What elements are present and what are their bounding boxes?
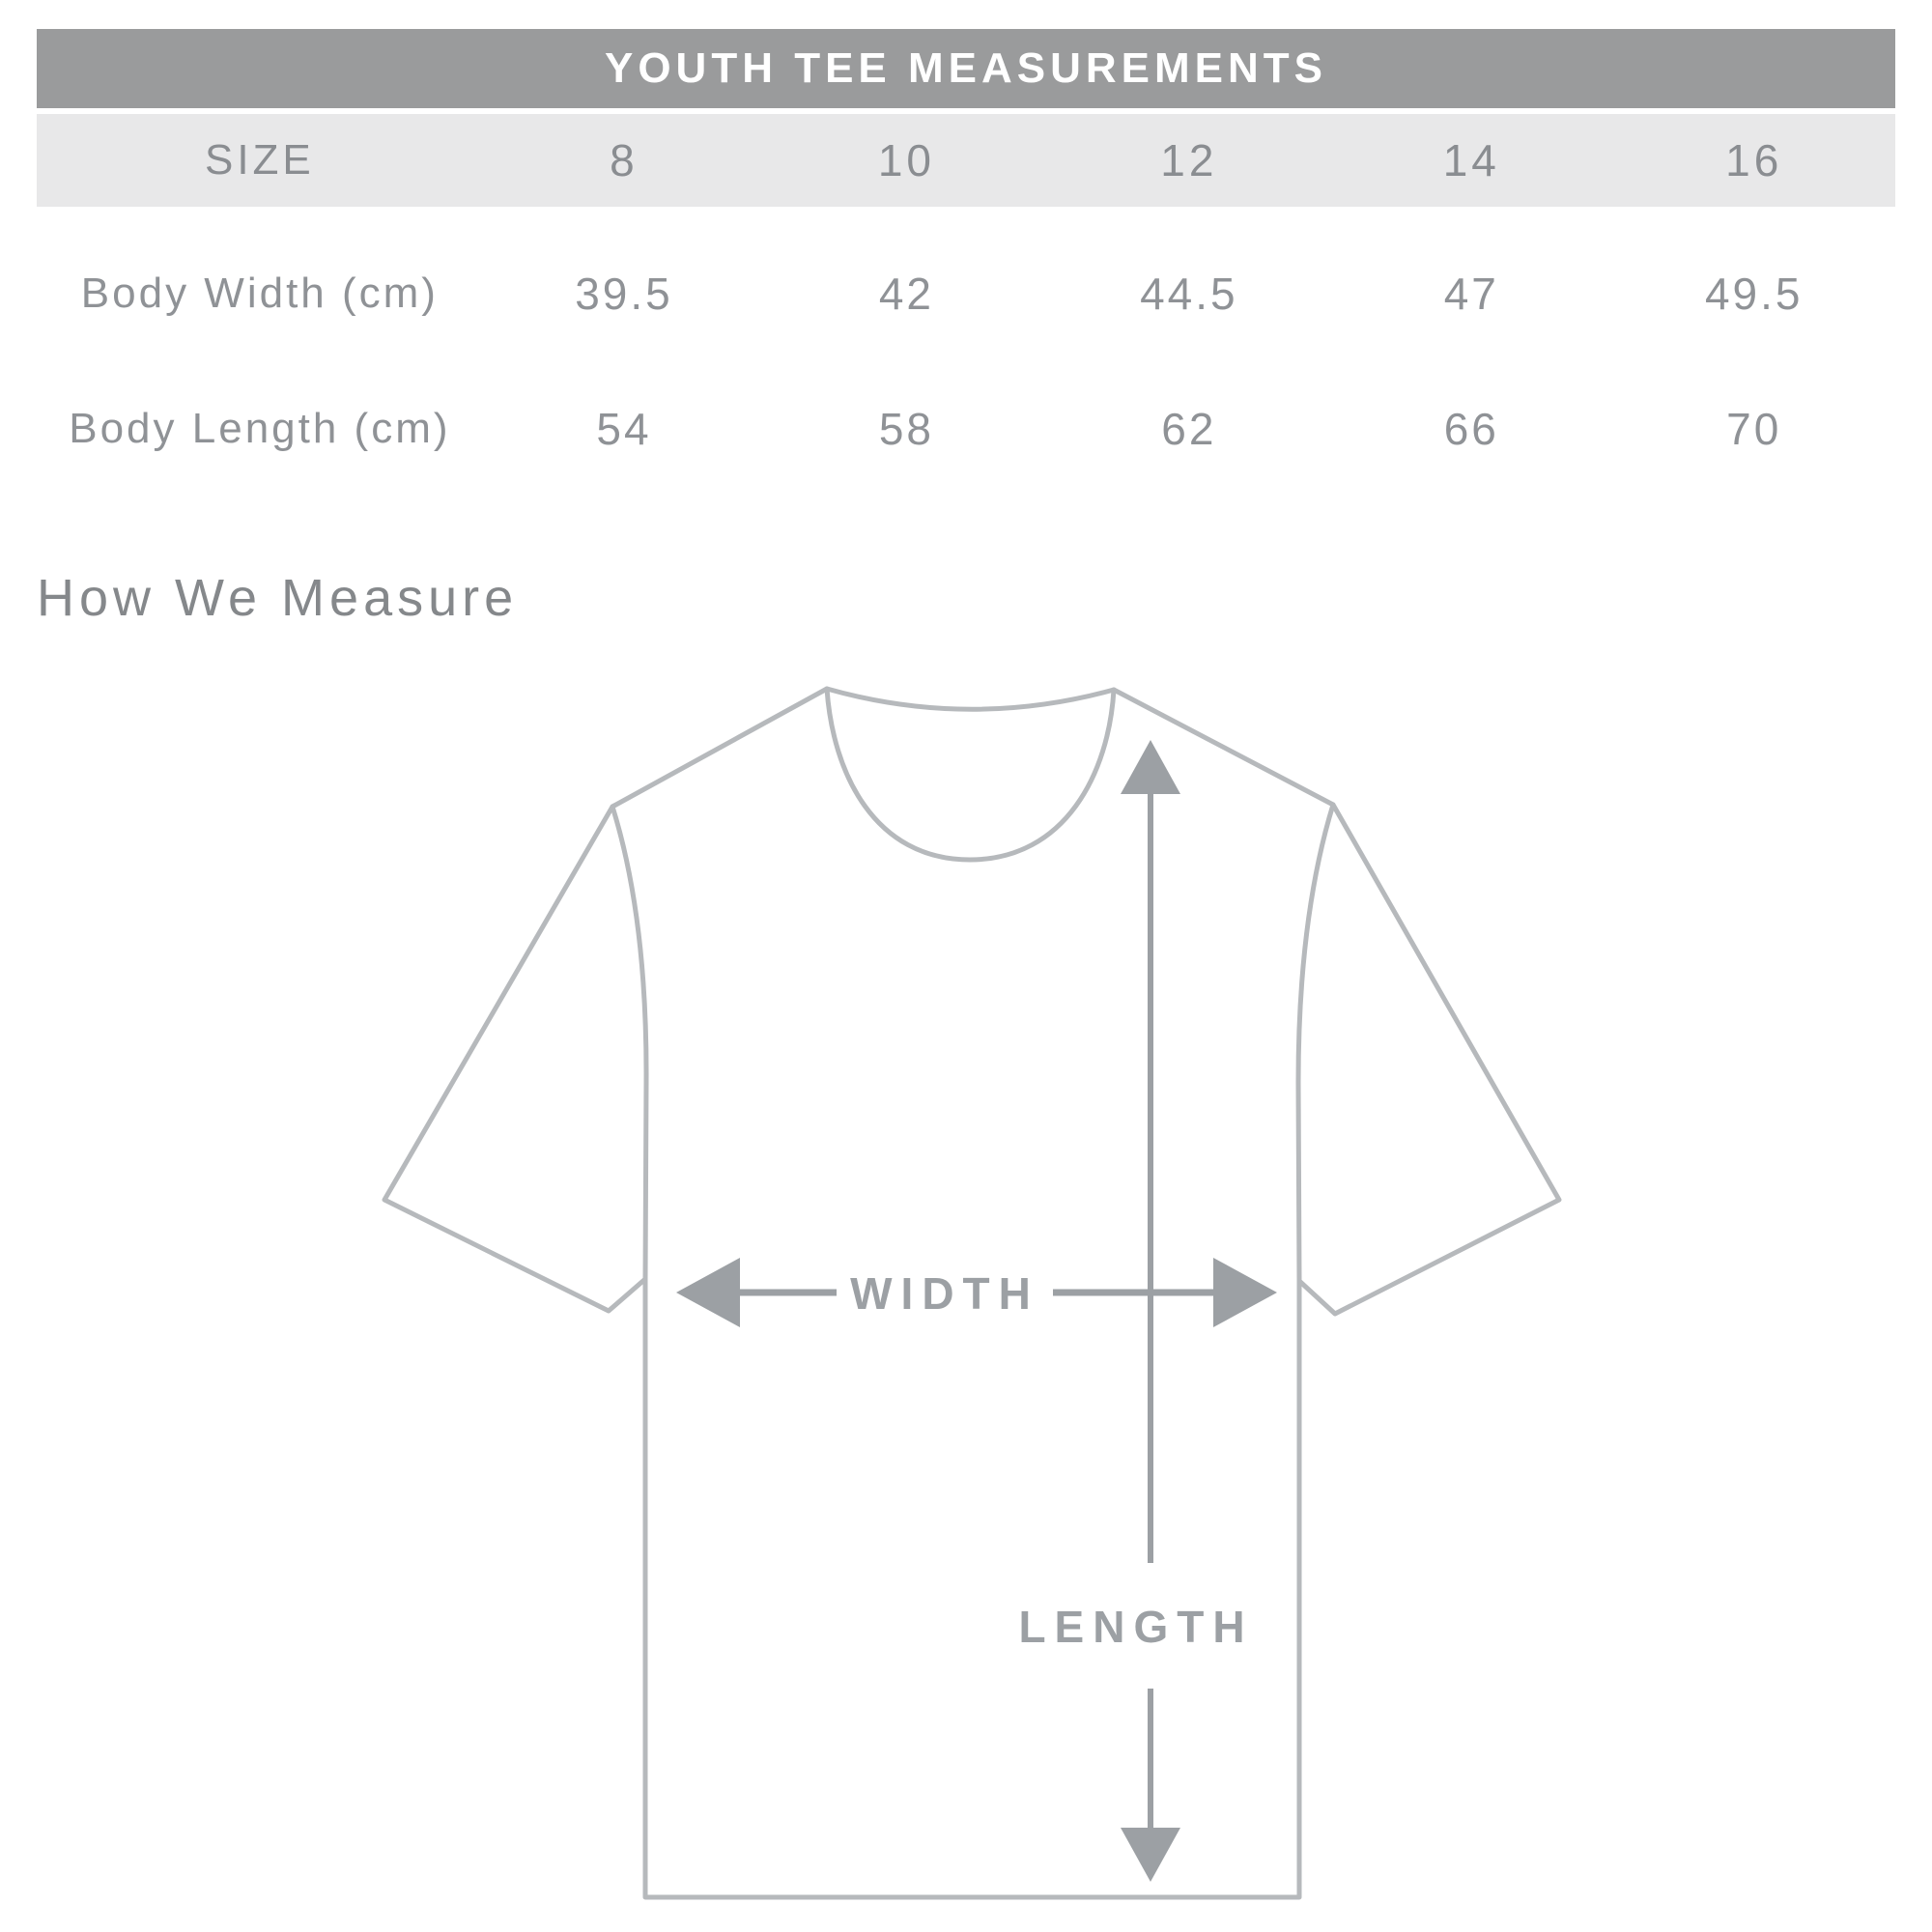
size-col-4: 14 (1442, 135, 1500, 185)
body-width-label: Body Width (cm) (80, 270, 439, 317)
body-length-size-1: 54 (596, 404, 652, 454)
body-length-size-5: 70 (1726, 404, 1782, 454)
width-label: WIDTH (850, 1268, 1039, 1319)
tee-neckline-front (827, 689, 1114, 860)
tee-diagram-svg (0, 667, 1932, 1932)
body-width-size-2: 42 (878, 269, 934, 319)
width-arrow (676, 1258, 1277, 1327)
body-length-size-4: 66 (1443, 404, 1499, 454)
body-length-size-3: 62 (1161, 404, 1217, 454)
tee-measurement-diagram (0, 667, 1932, 1932)
how-we-measure-heading: How We Measure (37, 569, 519, 627)
body-width-size-5: 49.5 (1704, 269, 1804, 319)
body-length-size-2: 58 (878, 404, 934, 454)
body-width-size-1: 39.5 (575, 269, 673, 319)
body-length-label: Body Length (cm) (69, 405, 451, 452)
body-width-size-4: 47 (1443, 269, 1499, 319)
table-body (37, 207, 1895, 497)
length-label: LENGTH (1018, 1602, 1254, 1652)
size-row-label: SIZE (204, 136, 315, 184)
table-title-bar (37, 29, 1895, 108)
length-arrowhead-up (1121, 740, 1180, 794)
size-col-2: 10 (877, 135, 935, 185)
size-header-row (37, 114, 1895, 207)
body-length-row (37, 361, 1895, 497)
body-width-row (37, 226, 1895, 361)
size-col-5: 16 (1725, 135, 1783, 185)
width-arrowhead-left (676, 1258, 740, 1327)
width-arrowhead-right (1213, 1258, 1277, 1327)
tee-collar-back (827, 689, 1114, 709)
tee-armhole-right (1298, 805, 1333, 1281)
size-col-1: 8 (610, 135, 639, 185)
body-width-size-3: 44.5 (1140, 269, 1238, 319)
measurements-table (37, 29, 1895, 497)
tee-armhole-left (612, 807, 646, 1279)
size-col-3: 12 (1160, 135, 1218, 185)
table-title: YOUTH TEE MEASUREMENTS (604, 44, 1328, 92)
length-arrowhead-down (1121, 1828, 1180, 1882)
